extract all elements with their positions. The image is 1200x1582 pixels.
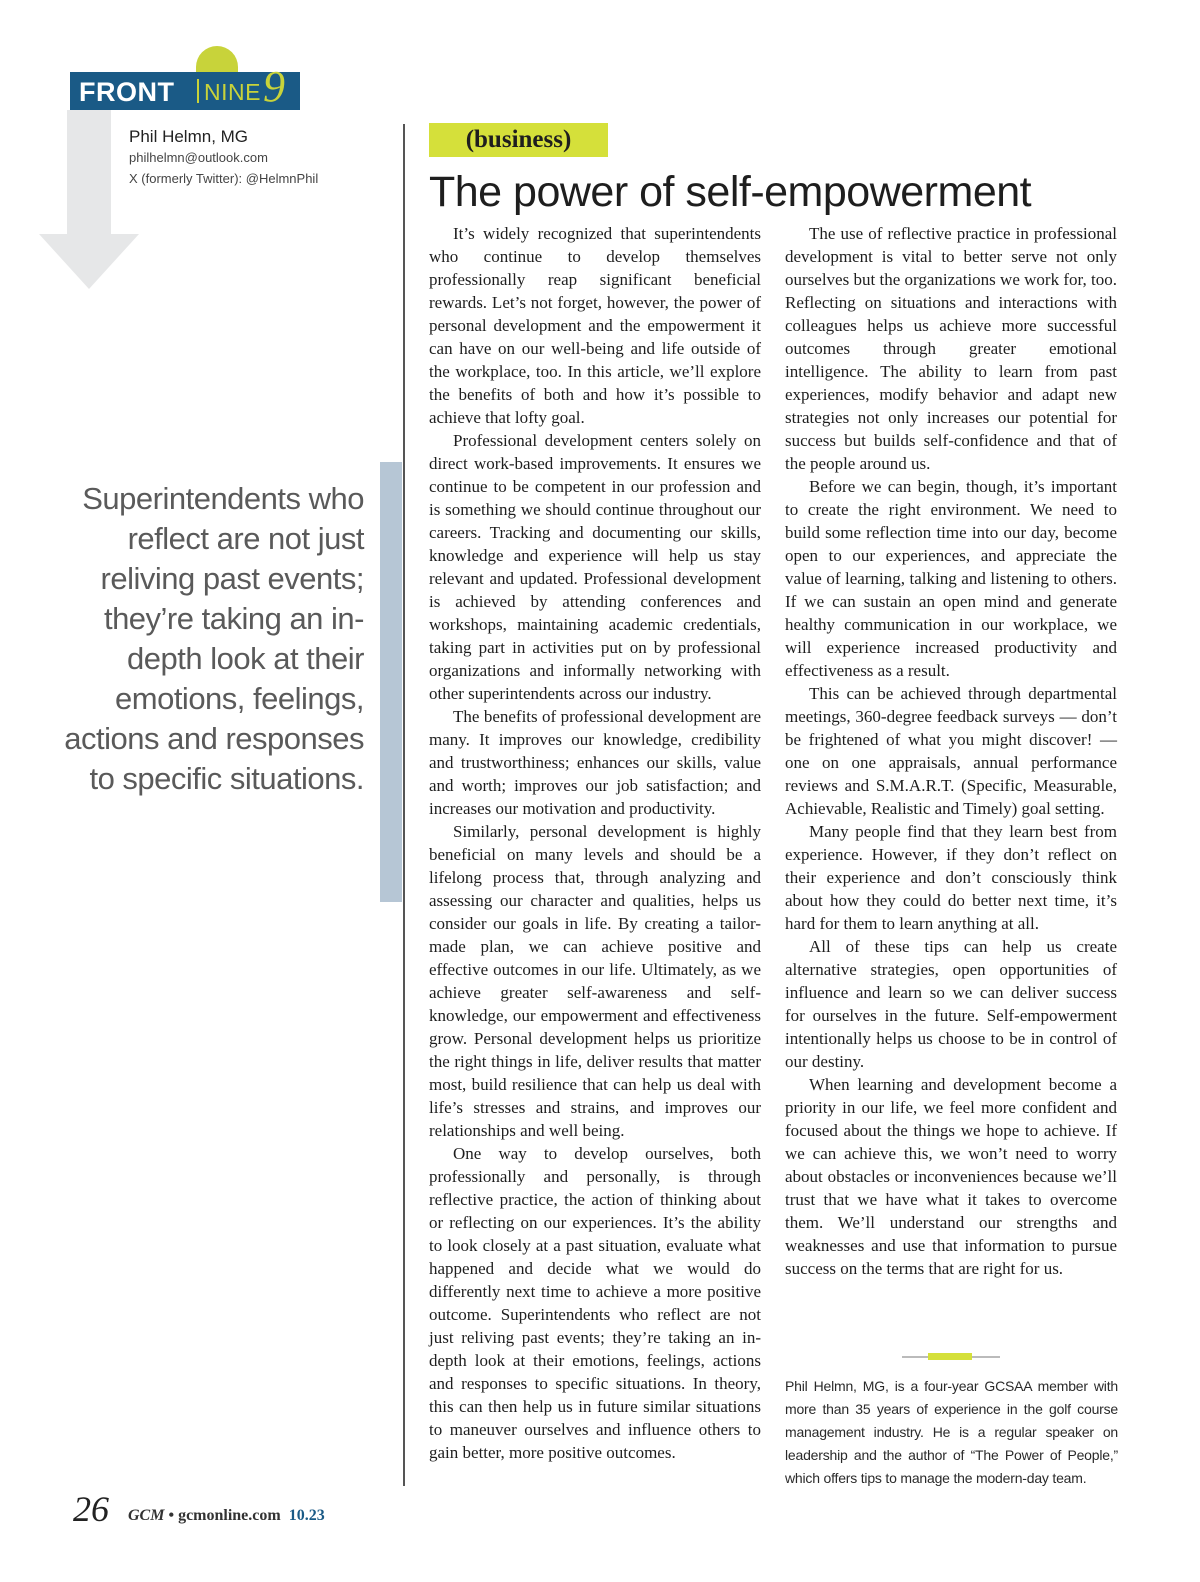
page-number: 26 xyxy=(73,1489,109,1529)
footer-issue: 10.23 xyxy=(288,1507,325,1524)
column-divider xyxy=(403,124,405,1486)
article-column-2 xyxy=(785,222,1117,1280)
paragraph: The benefits of professional development are many. It improves our knowledge, credibility and trustworthiness; enhances our skills, value and worth; improves our job satisfaction; and increases our motivation and productivity. xyxy=(429,707,761,818)
logo-nine-text: NINE xyxy=(204,79,261,105)
paragraph: One way to develop ourselves, both professionally and personally, is through reflective practice, the action of thinking about or reflecting on our experiences. It’s the ability to look closely at a past situation, evaluate what happened and decide what we would do differently next time to achieve a more positive outcome. Superintendents who reflect are not just reliving past events; they’re taking an in-depth look at their emotions, feelings, actions and responses to specific situations. In theory, this can then help us in future similar situations to maneuver ourselves and influence others to gain better, more positive outcomes. xyxy=(429,1144,761,1462)
headline: The power of self-empowerment xyxy=(429,168,1032,216)
publication-name: GCM xyxy=(128,1507,165,1524)
front-nine-logo xyxy=(70,62,300,111)
end-divider-mark xyxy=(928,1353,972,1360)
paragraph: Similarly, personal development is highly beneficial on many levels and should be a lifelong process that, through analyzing and assessing our character and qualities, helps us consider our goals in life. By creating a tailor-made plan, we can achieve positive and effective outcomes in our life. Ultimately, as we achieve greater self-awareness and self-knowledge, our empowerment and effectiveness grow. Personal development helps us prioritize the right things in life, deliver results that matter most, build resilience that can help us deal with life’s stresses and strains, and improves our relationships and well being. xyxy=(429,822,761,1140)
section-tag: (business) xyxy=(429,123,608,157)
logo-separator xyxy=(197,79,199,103)
author-name: Phil Helmn, MG xyxy=(129,127,249,146)
author-bio: Phil Helmn, MG, is a four-year GCSAA member with more than 35 years of experience in the golf course management industry. He is a regular speaker on leadership and the author of “The Power of People,” which offers tips to manage the modern-day team. xyxy=(785,1378,1118,1486)
footer-website: gcmonline.com xyxy=(178,1507,281,1524)
footer-publication xyxy=(128,1507,325,1525)
author-social: X (formerly Twitter): @HelmnPhil xyxy=(129,171,319,186)
down-arrow-head-icon xyxy=(39,234,139,289)
article-column-1 xyxy=(429,222,761,1464)
paragraph: When learning and development become a priority in our life, we feel more confident and focused about the things we hope to achieve. If we can achieve this, we won’t need to worry about obstacles or inconveniences because we’ll trust that we have what it takes to overcome them. We’ll understand our strengths and weaknesses and use that information to pursue success on the terms that are right for us. xyxy=(785,1075,1117,1278)
logo-numeral: 9 xyxy=(263,62,285,111)
paragraph: Before we can begin, though, it’s important to create the right environment. We need to build some reflection time into our day, become open to our experiences, and appreciate the value of learning, talking and listening to others. If we can sustain an open mind and generate healthy communication in our workplace, we will experience increased productivity and effectiveness as a result. xyxy=(785,477,1117,680)
pull-quote-bar xyxy=(380,462,402,902)
paragraph: This can be achieved through departmental meetings, 360-degree feedback surveys — don’t be frightened of what you might discover! — one on one appraisals, annual performance reviews and S.M.A.R.T. (Specific, Measurable, Achievable, Realistic and Timely) goal setting. xyxy=(785,684,1117,818)
down-arrow-icon xyxy=(67,110,111,234)
paragraph: The use of reflective practice in professional development is vital to better serve not only ourselves but the organizations we work for, too. Reflecting on situations and interactions with colleagues helps us achieve more successful outcomes through greater emotional intelligence. The ability to learn from past experiences, modify behavior and adapt new strategies not only increases our potential for success but builds self-confidence and that of the people around us. xyxy=(785,224,1117,473)
logo-front-text: FRONT xyxy=(79,77,175,107)
pull-quote: Superintendents who reflect are not just reliving past events; they’re taking an in-depth look at their emotions, feelings, actions and responses to specific situations. xyxy=(64,481,364,796)
paragraph: Professional development centers solely on direct work-based improvements. It ensures we continue to be competent in our profession and is something we should continue throughout our careers. Tracking and documenting our skills, knowledge and experience will help us stay relevant and updated. Professional development is achieved by attending conferences and workshops, maintaining academic credentials, taking part in activities put on by professional organizations and informally networking with other superintendents across our industry. xyxy=(429,431,761,703)
paragraph: Many people find that they learn best from experience. However, if they don’t reflect on their experience and don’t consciously think about how they could do better next time, it’s hard for them to learn anything at all. xyxy=(785,822,1117,933)
paragraph: All of these tips can help us create alternative strategies, open opportunities of influence and learn so we can deliver success for ourselves in the future. Self-empowerment intentionally helps us choose to be in control of our destiny. xyxy=(785,937,1117,1071)
footer-bullet: • xyxy=(168,1507,175,1524)
author-email: philhelmn@outlook.com xyxy=(129,150,268,165)
paragraph: It’s widely recognized that superintendents who continue to develop themselves professionally reap significant beneficial rewards. Let’s not forget, however, the power of personal development and the empowerment it can have on our well-being and life outside of the workplace, too. In this article, we’ll explore the benefits of both and how it’s possible to achieve that lofty goal. xyxy=(429,224,761,427)
